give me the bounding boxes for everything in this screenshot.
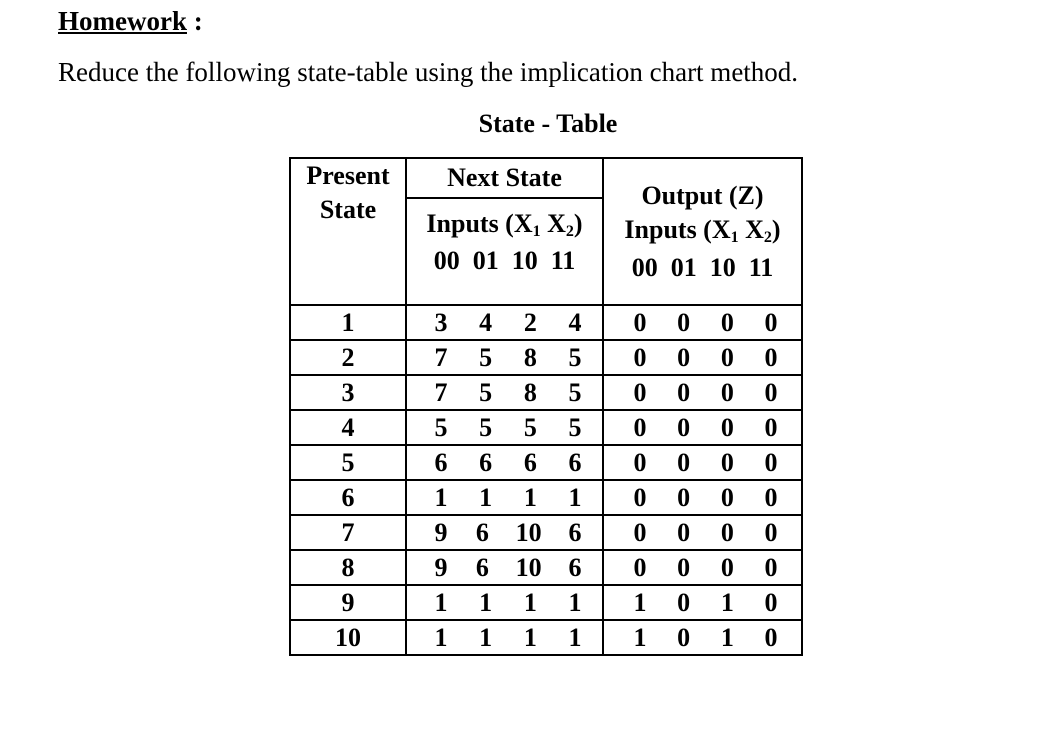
header-output-input-codes: 00 01 10 11 <box>631 252 774 282</box>
output-value: 0 <box>720 553 734 582</box>
next-state-value: 1 <box>568 588 582 617</box>
present-state-cell: 9 <box>290 585 406 620</box>
output-value: 0 <box>764 553 778 582</box>
output-cell <box>603 340 802 375</box>
output-value: 0 <box>633 483 647 512</box>
next-state-value: 1 <box>523 623 537 652</box>
present-state-cell: 4 <box>290 410 406 445</box>
output-cell <box>603 585 802 620</box>
output-value: 0 <box>677 588 691 617</box>
next-state-cell <box>406 340 603 375</box>
output-cell <box>603 515 802 550</box>
present-state-cell: 8 <box>290 550 406 585</box>
output-value: 0 <box>720 448 734 477</box>
next-state-value: 6 <box>523 448 537 477</box>
next-state-value: 10 <box>515 553 542 582</box>
output-value: 0 <box>677 413 691 442</box>
header-output-title: Output (Z) <box>641 180 764 210</box>
output-value: 0 <box>720 413 734 442</box>
homework-label: Homework <box>58 6 187 36</box>
output-value: 0 <box>764 448 778 477</box>
next-state-value: 5 <box>479 413 493 442</box>
next-state-value: 5 <box>479 378 493 407</box>
next-state-value: 1 <box>479 588 493 617</box>
next-state-value: 5 <box>568 378 582 407</box>
output-value: 0 <box>633 413 647 442</box>
header-present-line2: State <box>319 195 377 224</box>
next-state-value: 1 <box>434 623 448 652</box>
output-value: 0 <box>764 308 778 337</box>
output-value: 0 <box>720 483 734 512</box>
next-state-value: 3 <box>434 308 448 337</box>
next-state-value: 4 <box>568 308 582 337</box>
next-state-value: 6 <box>475 518 489 547</box>
output-value: 1 <box>720 588 734 617</box>
output-value: 0 <box>720 518 734 547</box>
output-value: 0 <box>633 343 647 372</box>
table-row <box>290 480 802 515</box>
next-state-cell <box>406 375 603 410</box>
output-value: 0 <box>633 448 647 477</box>
header-output-inputs-label: Inputs ($X_1$ $X_2$) <box>624 214 781 246</box>
next-state-value: 9 <box>434 553 448 582</box>
output-value: 0 <box>677 623 691 652</box>
present-state-cell: 2 <box>290 340 406 375</box>
table-row <box>290 305 802 340</box>
output-value: 0 <box>764 343 778 372</box>
output-value: 0 <box>720 378 734 407</box>
present-state-cell: 6 <box>290 480 406 515</box>
next-state-value: 5 <box>434 413 448 442</box>
next-state-value: 6 <box>434 448 448 477</box>
next-state-cell <box>406 305 603 340</box>
table-row <box>290 585 802 620</box>
output-value: 0 <box>764 588 778 617</box>
present-state-cell: 3 <box>290 375 406 410</box>
output-value: 0 <box>720 343 734 372</box>
present-state-cell: 7 <box>290 515 406 550</box>
table-title: State - Table <box>478 109 618 138</box>
table-row <box>290 515 802 550</box>
next-state-value: 1 <box>568 483 582 512</box>
header-next-inputs-label: Inputs ($X_1$ $X_2$) <box>426 209 583 240</box>
next-state-cell <box>406 585 603 620</box>
next-state-value: 1 <box>479 483 493 512</box>
output-value: 0 <box>677 483 691 512</box>
next-state-value: 1 <box>434 483 448 512</box>
next-state-value: 9 <box>434 518 448 547</box>
output-value: 0 <box>764 623 778 652</box>
table-row <box>290 445 802 480</box>
next-state-value: 8 <box>523 343 537 372</box>
output-value: 0 <box>633 308 647 337</box>
output-cell <box>603 410 802 445</box>
output-cell <box>603 305 802 340</box>
output-value: 0 <box>677 448 691 477</box>
next-state-value: 4 <box>479 308 493 337</box>
next-state-cell <box>406 620 603 655</box>
next-state-value: 7 <box>434 343 448 372</box>
next-state-value: 1 <box>479 623 493 652</box>
output-value: 0 <box>764 413 778 442</box>
next-state-value: 5 <box>479 343 493 372</box>
output-value: 0 <box>764 518 778 547</box>
output-cell <box>603 375 802 410</box>
next-state-value: 1 <box>568 623 582 652</box>
next-state-value: 7 <box>434 378 448 407</box>
table-row <box>290 375 802 410</box>
output-value: 0 <box>764 483 778 512</box>
output-value: 0 <box>677 553 691 582</box>
output-value: 1 <box>720 623 734 652</box>
table-header-row <box>290 158 802 305</box>
next-state-value: 2 <box>523 308 537 337</box>
next-state-cell <box>406 515 603 550</box>
next-state-value: 1 <box>434 588 448 617</box>
table-row <box>290 550 802 585</box>
next-state-value: 5 <box>568 343 582 372</box>
output-value: 0 <box>677 378 691 407</box>
next-state-value: 5 <box>568 413 582 442</box>
homework-heading <box>58 6 203 37</box>
table-row <box>290 410 802 445</box>
table-row <box>290 340 802 375</box>
header-next-state-title: Next State <box>407 159 602 199</box>
table-row <box>290 620 802 655</box>
output-value: 0 <box>633 518 647 547</box>
output-cell <box>603 480 802 515</box>
instruction-text: Reduce the following state-table using the implication chart method. <box>58 57 799 87</box>
header-present-line1: Present <box>306 161 390 190</box>
next-state-value: 10 <box>515 518 542 547</box>
next-state-value: 6 <box>568 553 582 582</box>
next-state-value: 6 <box>568 448 582 477</box>
next-state-cell <box>406 550 603 585</box>
next-state-value: 1 <box>523 483 537 512</box>
output-cell <box>603 550 802 585</box>
output-value: 0 <box>764 378 778 407</box>
header-output <box>603 158 802 305</box>
header-next-input-codes: 00 01 10 11 <box>433 246 576 275</box>
header-next-inputs <box>407 199 602 277</box>
output-value: 0 <box>677 518 691 547</box>
output-value: 0 <box>633 378 647 407</box>
output-value: 0 <box>677 343 691 372</box>
next-state-value: 8 <box>523 378 537 407</box>
header-present-state <box>290 158 406 305</box>
output-value: 1 <box>633 623 647 652</box>
output-cell <box>603 620 802 655</box>
state-table <box>289 157 803 656</box>
output-value: 0 <box>633 553 647 582</box>
next-state-value: 5 <box>523 413 537 442</box>
next-state-value: 6 <box>475 553 489 582</box>
output-value: 0 <box>720 308 734 337</box>
header-next-state <box>406 158 603 305</box>
output-value: 1 <box>633 588 647 617</box>
next-state-cell <box>406 445 603 480</box>
next-state-cell <box>406 480 603 515</box>
homework-colon: : <box>186 6 203 36</box>
present-state-cell: 10 <box>290 620 406 655</box>
next-state-cell <box>406 410 603 445</box>
output-value: 0 <box>677 308 691 337</box>
next-state-value: 1 <box>523 588 537 617</box>
present-state-cell: 5 <box>290 445 406 480</box>
present-state-cell: 1 <box>290 305 406 340</box>
next-state-value: 6 <box>568 518 582 547</box>
next-state-value: 6 <box>479 448 493 477</box>
output-cell <box>603 445 802 480</box>
